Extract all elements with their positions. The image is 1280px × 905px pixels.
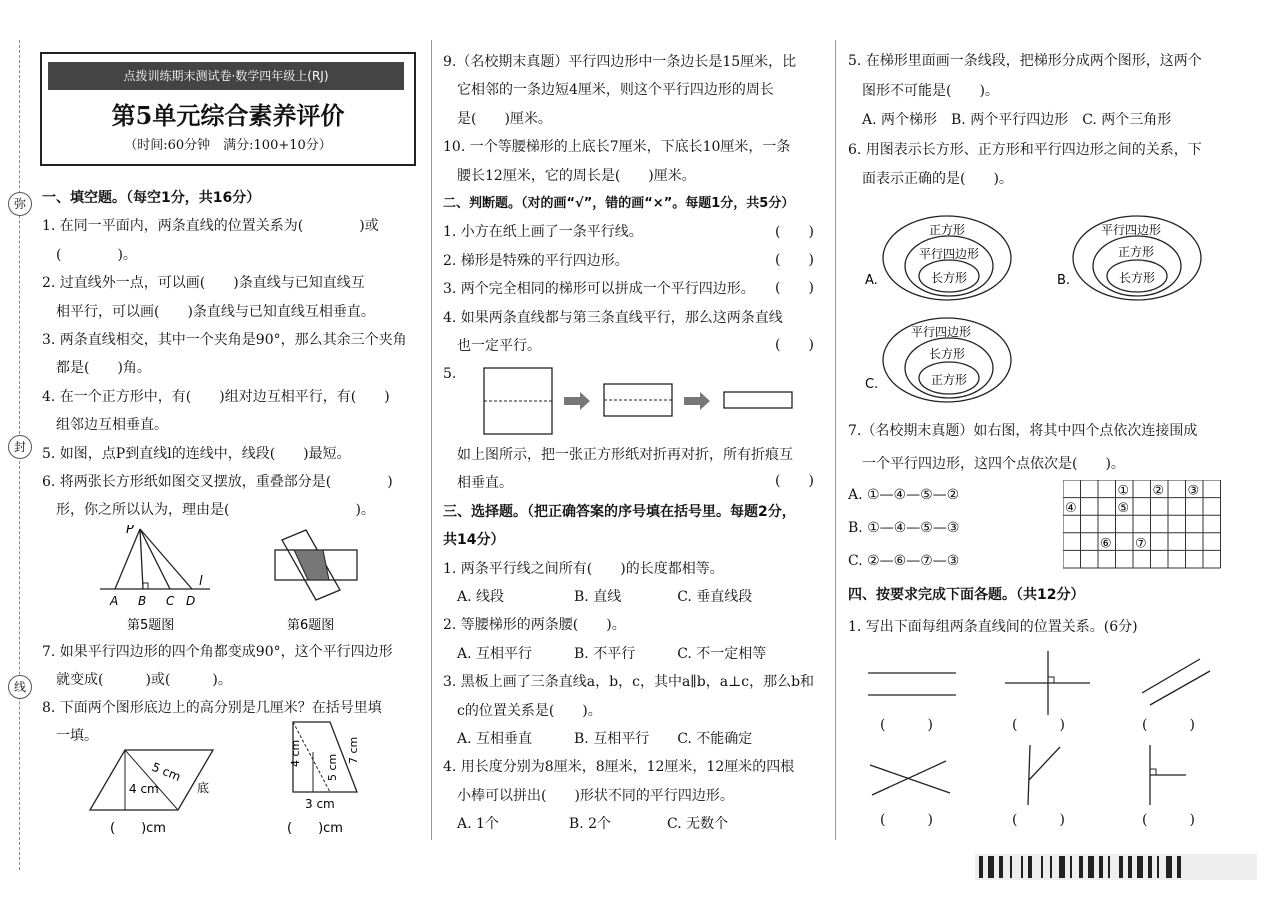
question-line: A. 1个 B. 2个 C. 无数个 bbox=[443, 816, 729, 833]
venn-label: 平行四边形 bbox=[911, 325, 972, 339]
section-heading: 一、填空题。（每空1分，共16分） bbox=[42, 190, 261, 206]
question-line: c的位置关系是( )。 bbox=[443, 702, 602, 719]
page-subtitle: （时间:60分钟 满分:100+10分） bbox=[124, 138, 332, 153]
question-line: 3. 两个完全相同的梯形可以拼成一个平行四边形。 bbox=[443, 281, 755, 298]
arrow-icon bbox=[684, 392, 710, 410]
answer-paren: ( ) bbox=[775, 337, 814, 353]
barcode-bar bbox=[988, 856, 994, 878]
question-line: 8. 下面两个图形底边上的高分别是几厘米？在括号里填 bbox=[42, 700, 382, 716]
grid-point-label: ② bbox=[1152, 483, 1165, 499]
question-line: 形，你之所以认为，理由是( )。 bbox=[42, 502, 375, 519]
barcode-bar bbox=[999, 856, 1003, 878]
point-label: D bbox=[186, 594, 196, 608]
barcode-bar bbox=[1010, 856, 1012, 878]
question-line: 10. 一个等腰梯形的上底长7厘米，下底长10厘米，一条 bbox=[443, 139, 791, 156]
venn-label: 长方形 bbox=[929, 347, 966, 361]
dim-label: 5 cm bbox=[326, 753, 339, 781]
venn-label: 正方形 bbox=[929, 223, 966, 237]
section-heading: 四、按要求完成下面各题。（共12分） bbox=[848, 587, 1085, 603]
question-line: 腰长12厘米，它的周长是( )厘米。 bbox=[443, 167, 696, 184]
question-line: 6. 将两张长方形纸如图交叉摆放，重叠部分是( ) bbox=[42, 474, 393, 490]
grid-point-label: ④ bbox=[1065, 501, 1077, 517]
venn-diagrams bbox=[865, 212, 1215, 404]
barcode-bar bbox=[1108, 856, 1110, 878]
point-grid bbox=[1063, 480, 1221, 572]
dim-label: 5 cm bbox=[149, 759, 183, 784]
overlap-region bbox=[294, 550, 329, 580]
question-line: 就变成( )或( )。 bbox=[42, 672, 232, 688]
answer-paren: ( ) bbox=[1012, 717, 1065, 733]
question-line: 一填。 bbox=[42, 728, 98, 744]
figure-6 bbox=[272, 528, 362, 634]
dim-label: 4 cm bbox=[289, 739, 302, 767]
answer-blank: ( )cm bbox=[110, 821, 166, 836]
point-p-label: P bbox=[126, 525, 134, 537]
question-line: 6. 用图表示长方形、正方形和平行四边形之间的关系，下 bbox=[848, 141, 1202, 158]
barcode-bar bbox=[1021, 856, 1023, 878]
venn-label: 平行四边形 bbox=[919, 247, 980, 261]
question-line: 组邻边互相垂直。 bbox=[42, 417, 168, 434]
barcode-bar bbox=[1088, 856, 1094, 878]
question-line: 都是( )角。 bbox=[42, 360, 151, 377]
question-line: 是( )厘米。 bbox=[443, 110, 552, 127]
answer-paren: ( ) bbox=[1142, 812, 1195, 828]
question-line: 2. 梯形是特殊的平行四边形。 bbox=[443, 252, 629, 269]
question-line: 3. 两条直线相交，其中一个夹角是90°，那么其余三个夹角 bbox=[42, 332, 407, 348]
grid-point-label: ⑥ bbox=[1100, 536, 1112, 552]
question-line: A. 两个梯形 B. 两个平行四边形 C. 两个三角形 bbox=[848, 112, 1172, 128]
question-line: 它相邻的一条边短4厘米，则这个平行四边形的周长 bbox=[443, 82, 774, 99]
question-line: 2. 等腰梯形的两条腰( )。 bbox=[443, 617, 626, 634]
question-line: C. ②—⑥—⑦—③ bbox=[848, 553, 960, 569]
question-line: 5. 在梯形里面画一条线段，把梯形分成两个图形，这两个 bbox=[848, 53, 1202, 69]
question-line: A. 互相平行 B. 不平行 C. 不一定相等 bbox=[443, 645, 767, 662]
dim-label: 3 cm bbox=[305, 797, 335, 811]
right-angle-mark bbox=[143, 583, 148, 589]
answer-paren: ( ) bbox=[775, 224, 814, 240]
barcode-bar bbox=[1137, 856, 1143, 878]
question-line: 一个平行四边形，这四个点依次是( )。 bbox=[848, 456, 1125, 472]
barcode-bar bbox=[1070, 856, 1072, 878]
question-line: 5. 如图，点P到直线l的连线中，线段( )最短。 bbox=[42, 445, 351, 462]
answer-paren: ( ) bbox=[775, 473, 814, 489]
answer-paren: ( ) bbox=[775, 252, 814, 268]
question-line: A. 互相垂直 B. 互相平行 C. 不能确定 bbox=[443, 731, 753, 747]
answer-paren: ( ) bbox=[1012, 812, 1065, 828]
side-mark: 弥 bbox=[8, 192, 32, 216]
grid-point-label: ⑤ bbox=[1117, 501, 1130, 517]
barcode-bar bbox=[1157, 856, 1159, 878]
barcode-bar bbox=[1041, 856, 1043, 878]
question-line: 1. 两条平行线之间所有( )的长度都相等。 bbox=[443, 560, 724, 577]
barcode-decoration bbox=[975, 848, 1257, 886]
venn-c bbox=[865, 318, 1011, 402]
question-line: 5. bbox=[443, 366, 457, 383]
venn-label: 平行四边形 bbox=[1101, 223, 1162, 237]
answer-paren: ( ) bbox=[880, 717, 933, 733]
arrow-icon bbox=[564, 392, 590, 410]
question-line: 面表示正确的是( )。 bbox=[848, 171, 1013, 187]
question-line: B. ①—④—⑤—③ bbox=[848, 520, 960, 536]
grid-point-label: ③ bbox=[1187, 483, 1200, 499]
question-line: A. ①—④—⑤—② bbox=[848, 487, 960, 503]
pair-parallel-diagonal bbox=[1142, 659, 1210, 705]
point-label: C bbox=[166, 594, 175, 608]
venn-label: 长方形 bbox=[931, 271, 968, 285]
exam-header bbox=[40, 52, 416, 166]
column-divider bbox=[835, 40, 836, 840]
question-line: 4. 在一个正方形中，有( )组对边互相平行，有( ) bbox=[42, 388, 390, 405]
figure-caption: 第5题图 bbox=[127, 618, 175, 633]
pair-perpendicular-2 bbox=[1150, 745, 1186, 805]
venn-label: 正方形 bbox=[1118, 245, 1155, 259]
answer-paren: ( ) bbox=[1142, 717, 1195, 733]
question-line: 7.（名校期末真题）如右图，将其中四个点依次连接围成 bbox=[848, 423, 1198, 439]
venn-label: 长方形 bbox=[1119, 271, 1156, 285]
question-line: A. 线段 B. 直线 C. 垂直线段 bbox=[443, 589, 753, 605]
pair-perpendicular bbox=[1005, 651, 1090, 715]
side-mark: 封 bbox=[8, 435, 32, 459]
question-line: 也一定平行。 bbox=[443, 338, 541, 354]
barcode-bar bbox=[1166, 856, 1172, 878]
option-letter: B. bbox=[1057, 273, 1071, 288]
barcode-bar bbox=[1079, 856, 1083, 878]
barcode-bar bbox=[1128, 856, 1132, 878]
barcode-bar bbox=[1148, 856, 1152, 878]
answer-paren: ( ) bbox=[775, 280, 814, 296]
grid-point-label: ① bbox=[1117, 483, 1130, 499]
question-line: 1. 写出下面每组两条直线间的位置关系。(6分) bbox=[848, 619, 1138, 635]
question-line: 7. 如果平行四边形的四个角都变成90°，这个平行四边形 bbox=[42, 644, 393, 660]
grid-point-label: ⑦ bbox=[1135, 536, 1147, 552]
base-label: 底 bbox=[197, 781, 210, 795]
line-pairs bbox=[860, 645, 1230, 830]
question-line: 1. 小方在纸上画了一条平行线。 bbox=[443, 224, 643, 241]
option-letter: C. bbox=[865, 377, 879, 392]
venn-a bbox=[865, 216, 1011, 300]
header-band: 点拨训练期末测试卷·数学四年级上(RJ) bbox=[48, 62, 404, 90]
venn-b bbox=[1057, 216, 1201, 300]
question-line: 4. 如果两条直线都与第三条直线平行，那么这两条直线 bbox=[443, 309, 783, 326]
question-line: 4. 用长度分别为8厘米，8厘米，12厘米，12厘米的四根 bbox=[443, 759, 795, 776]
figure-5 bbox=[100, 525, 220, 635]
option-letter: A. bbox=[865, 273, 878, 288]
barcode-bar bbox=[1099, 856, 1103, 878]
question-line: 9.（名校期末真题）平行四边形中一条边长是15厘米，比 bbox=[443, 54, 797, 70]
segment-pb bbox=[140, 529, 143, 589]
question-line: 图形不可能是( )。 bbox=[848, 82, 999, 99]
folded-twice bbox=[724, 392, 792, 408]
point-label: B bbox=[138, 594, 147, 608]
folding-figure bbox=[480, 364, 810, 436]
segment-pa bbox=[115, 529, 140, 589]
pair-parallel-horizontal bbox=[868, 673, 956, 695]
figure-caption: 第6题图 bbox=[287, 618, 335, 633]
barcode-bar bbox=[1050, 856, 1052, 878]
question-line: 相垂直。 bbox=[443, 475, 513, 492]
page-title: 第5单元综合素养评价 bbox=[111, 101, 345, 130]
pair-intersecting-2 bbox=[1028, 745, 1060, 805]
question-line: ( )。 bbox=[42, 246, 137, 263]
question-line: 相平行，可以画( )条直线与已知直线互相垂直。 bbox=[42, 303, 375, 320]
side-mark: 线 bbox=[8, 675, 32, 699]
section-heading: 三、选择题。（把正确答案的序号填在括号里。每题2分， bbox=[443, 503, 796, 520]
point-label: A bbox=[110, 594, 119, 608]
dim-label: 7 cm bbox=[347, 736, 360, 764]
answer-blank: ( )cm bbox=[287, 821, 343, 836]
dim-label: 4 cm bbox=[129, 782, 159, 796]
question-line: 如上图所示，把一张正方形纸对折再对折，所有折痕互 bbox=[443, 447, 793, 463]
section-heading: 共14分） bbox=[443, 532, 505, 549]
barcode-bar bbox=[1059, 856, 1065, 878]
barcode-bar bbox=[979, 856, 983, 878]
question-line: 2. 过直线外一点，可以画( )条直线与已知直线互 bbox=[42, 275, 365, 292]
question-line: 1. 在同一平面内，两条直线的位置关系为( )或 bbox=[42, 218, 379, 235]
venn-label: 正方形 bbox=[931, 373, 968, 387]
barcode-bar bbox=[1119, 856, 1123, 878]
barcode-bar bbox=[1177, 856, 1181, 878]
question-line: 小棒可以拼出( )形状不同的平行四边形。 bbox=[443, 787, 734, 804]
pair-intersecting bbox=[870, 761, 950, 795]
line-l-label: l bbox=[199, 574, 203, 589]
column-divider bbox=[431, 40, 432, 840]
figure-8-trapezoid bbox=[275, 718, 375, 838]
figure-8-parallelogram bbox=[85, 742, 225, 838]
section-heading: 二、判断题。（对的画“√”，错的画“×”。每题1分，共5分） bbox=[443, 196, 795, 211]
barcode-bar bbox=[1028, 856, 1032, 878]
answer-paren: ( ) bbox=[880, 812, 933, 828]
question-line: 3. 黑板上画了三条直线a，b，c，其中a∥b，a⊥c，那么b和 bbox=[443, 674, 815, 691]
